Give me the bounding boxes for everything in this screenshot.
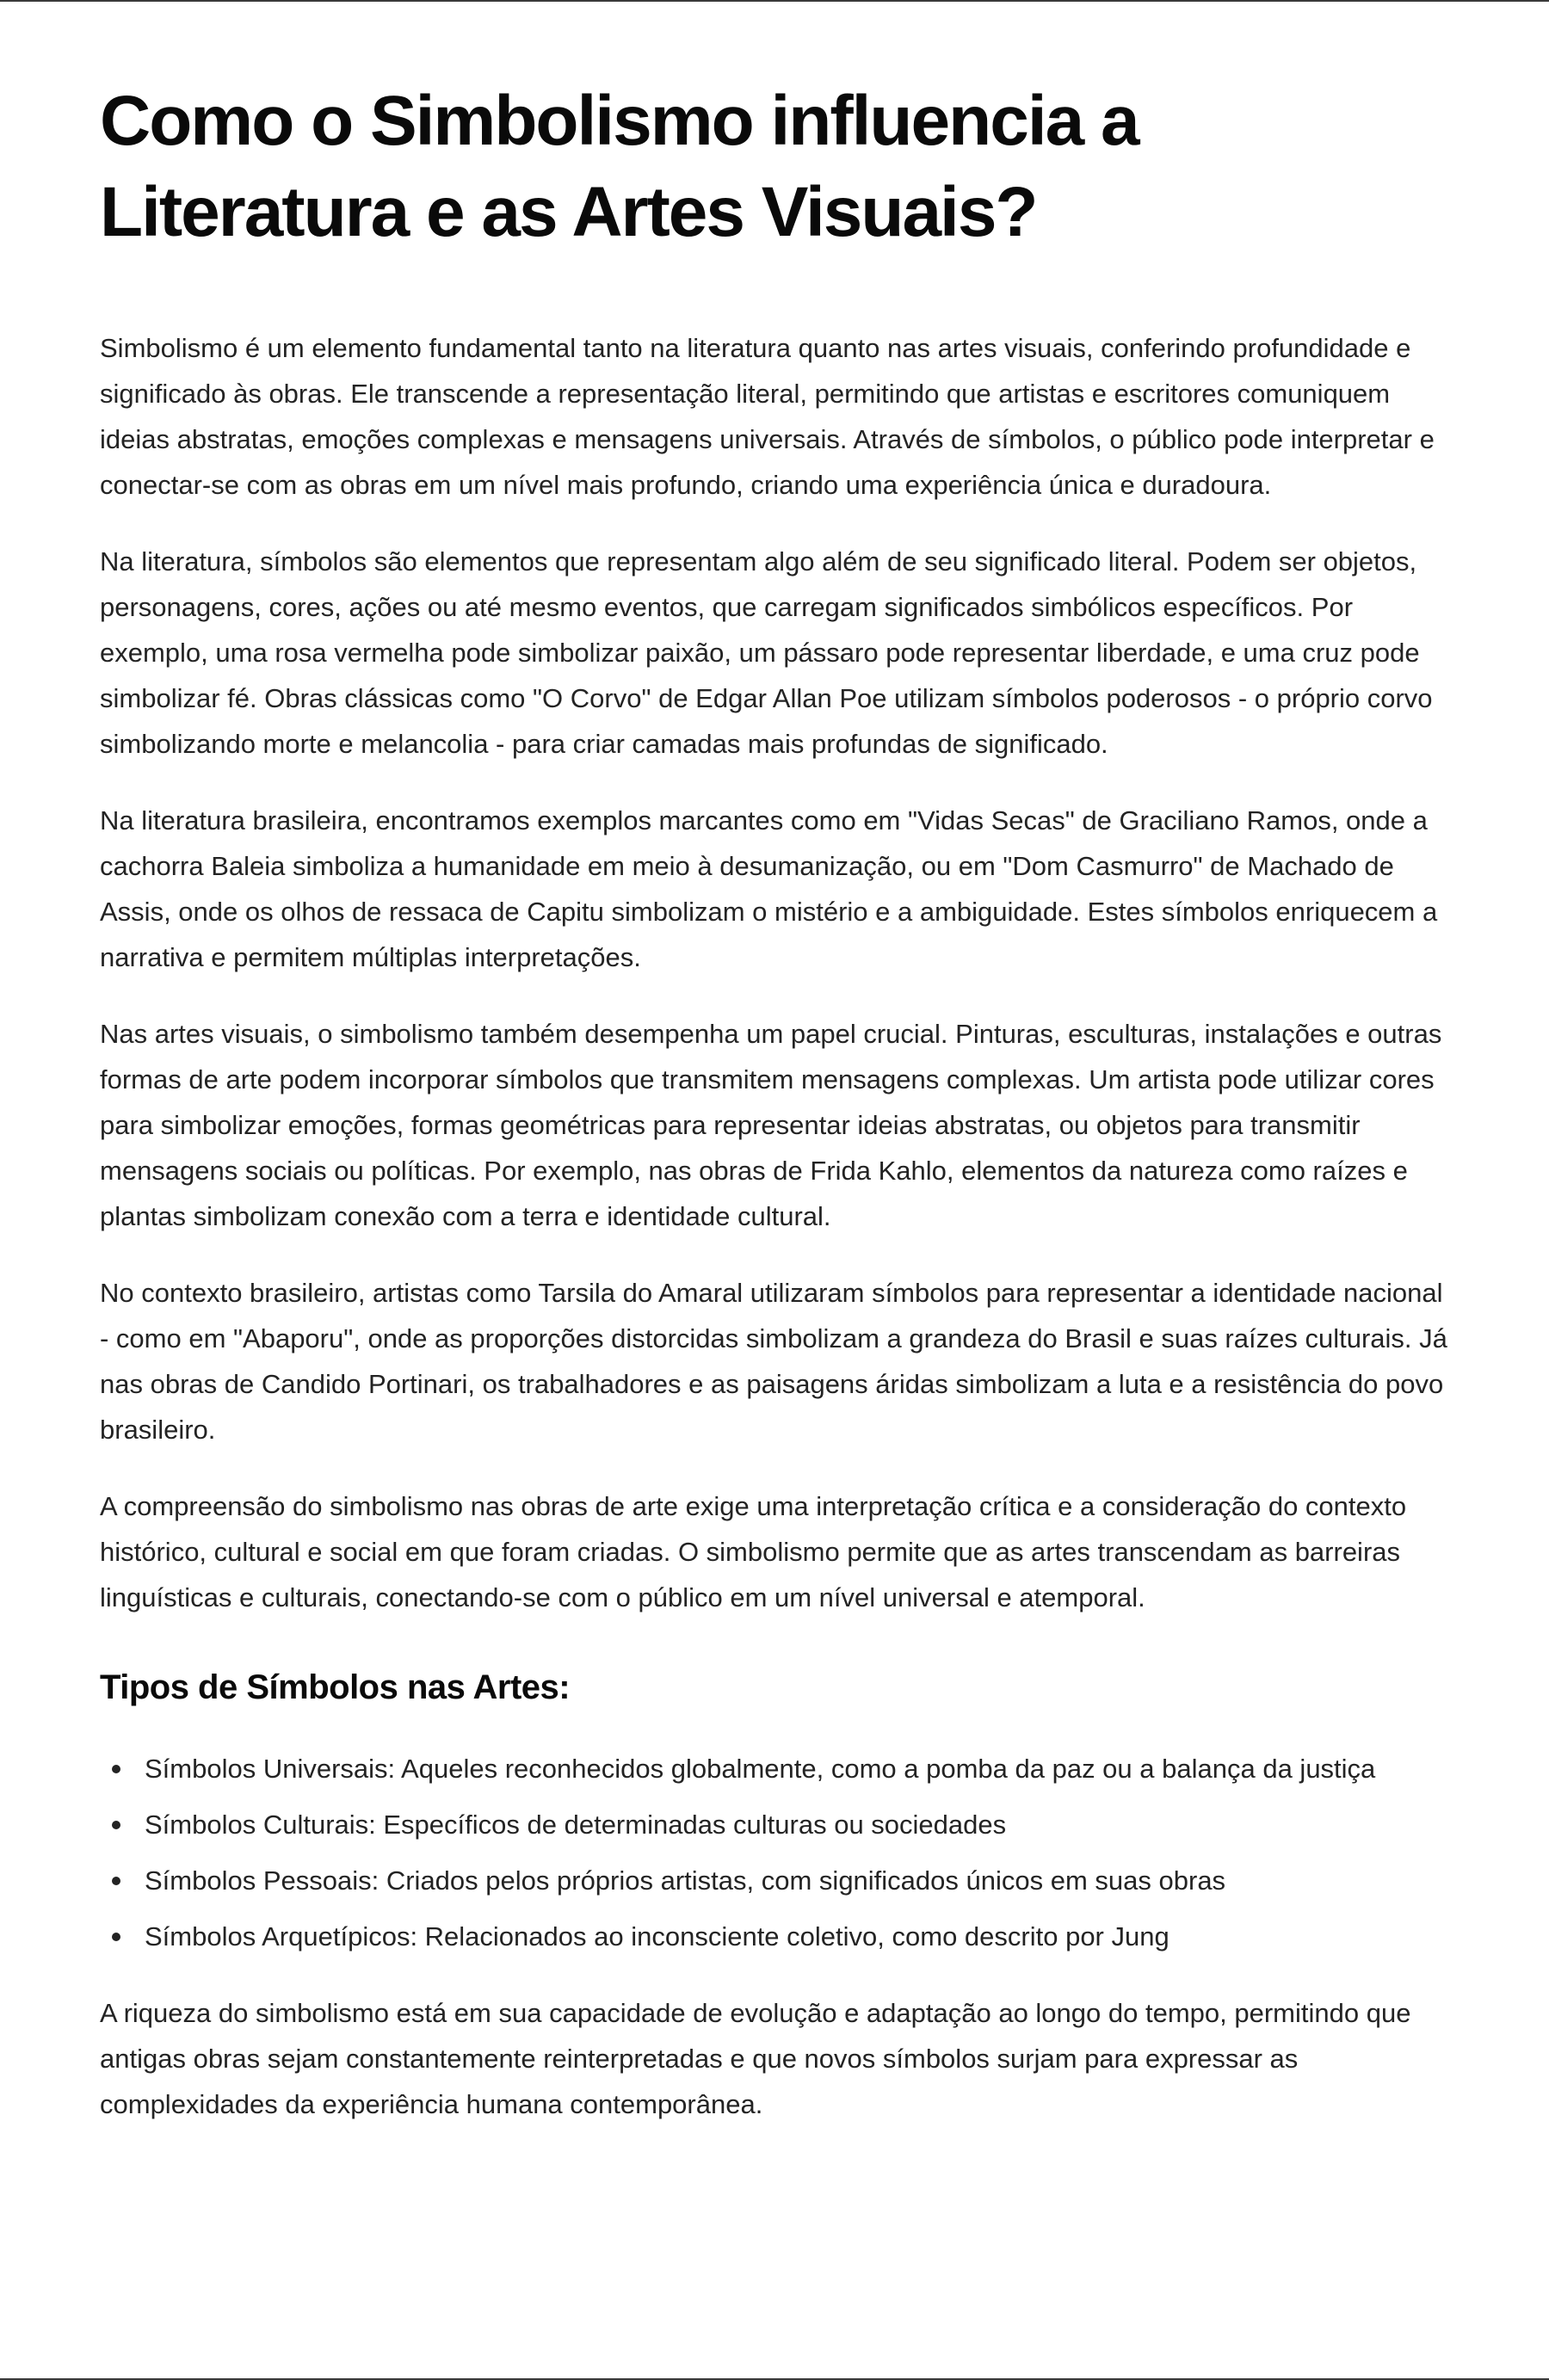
section-heading: Tipos de Símbolos nas Artes:	[100, 1668, 571, 1706]
paragraph-closing: A riqueza do simbolismo está em sua capacidade de evolução e adaptação ao longo do tempo, permitindo que antigas obras sejam constantemente reinterpretadas e que novos símbolos surjam para expressar as complexidades da experiência humana contemporânea.	[100, 1998, 1411, 2119]
article-title: Como o Simbolismo influencia a Literatura e as Artes Visuais?	[100, 82, 1139, 251]
paragraph-brazilian-artists: No contexto brasileiro, artistas como Tarsila do Amaral utilizaram símbolos para representar a identidade nacional - como em "Abaporu", onde as proporções distorcidas simbolizam a grandeza do Brasil e suas raízes culturais. Já nas obras de Candido Portinari, os trabalhadores e as paisagens áridas simbolizam a luta e a resistência do povo brasileiro.	[100, 1278, 1447, 1445]
paragraph-literature: Na literatura, símbolos são elementos que representam algo além de seu significado literal. Podem ser objetos, personagens, cores, ações ou até mesmo eventos, que carregam significados simbólicos específicos. Por exemplo, uma rosa vermelha pode simbolizar paixão, um pássaro pode representar liberdade, e uma cruz pode simbolizar fé. Obras clássicas como "O Corvo" de Edgar Allan Poe utilizam símbolos poderosos - o próprio corvo simbolizando morte e melancolia - para criar camadas mais profundas de significado.	[100, 546, 1433, 759]
paragraph-brazilian-literature: Na literatura brasileira, encontramos exemplos marcantes como em "Vidas Secas" de Graciliano Ramos, onde a cachorra Baleia simboliza a humanidade em meio à desumanização, ou em "Dom Casmurro" de Machado de Assis, onde os olhos de ressaca de Capitu simbolizam o mistério e a ambiguidade. Estes símbolos enriquecem a narrativa e permitem múltiplas interpretações.	[100, 805, 1438, 972]
article	[100, 76, 1451, 2158]
list-item: Símbolos Universais: Aqueles reconhecidos globalmente, como a pomba da paz ou a balança da justiça	[145, 1746, 1451, 1791]
paragraph-intro: Simbolismo é um elemento fundamental tanto na literatura quanto nas artes visuais, conferindo profundidade e significado às obras. Ele transcende a representação literal, permitindo que artistas e escritores comuniquem ideias abstratas, emoções complexas e mensagens universais. Através de símbolos, o público pode interpretar e conectar-se com as obras em um nível mais profundo, criando uma experiência única e duradoura.	[100, 333, 1435, 500]
symbol-types-list	[100, 1746, 1451, 1959]
paragraph-visual-arts: Nas artes visuais, o simbolismo também desempenha um papel crucial. Pinturas, esculturas, instalações e outras formas de arte podem incorporar símbolos que transmitem mensagens complexas. Um artista pode utilizar cores para simbolizar emoções, formas geométricas para representar ideias abstratas, ou objetos para transmitir mensagens sociais ou políticas. Por exemplo, nas obras de Frida Kahlo, elementos da natureza como raízes e plantas simbolizam conexão com a terra e identidade cultural.	[100, 1019, 1442, 1231]
list-item: Símbolos Arquetípicos: Relacionados ao inconsciente coletivo, como descrito por Jung	[145, 1914, 1451, 1959]
paragraph-interpretation: A compreensão do simbolismo nas obras de arte exige uma interpretação crítica e a consideração do contexto histórico, cultural e social em que foram criadas. O simbolismo permite que as artes transcendam as barreiras linguísticas e culturais, conectando-se com o público em um nível universal e atemporal.	[100, 1491, 1407, 1612]
list-item: Símbolos Pessoais: Criados pelos próprios artistas, com significados únicos em suas obras	[145, 1858, 1451, 1903]
top-border	[0, 0, 1549, 2]
list-item: Símbolos Culturais: Específicos de determinadas culturas ou sociedades	[145, 1802, 1451, 1847]
